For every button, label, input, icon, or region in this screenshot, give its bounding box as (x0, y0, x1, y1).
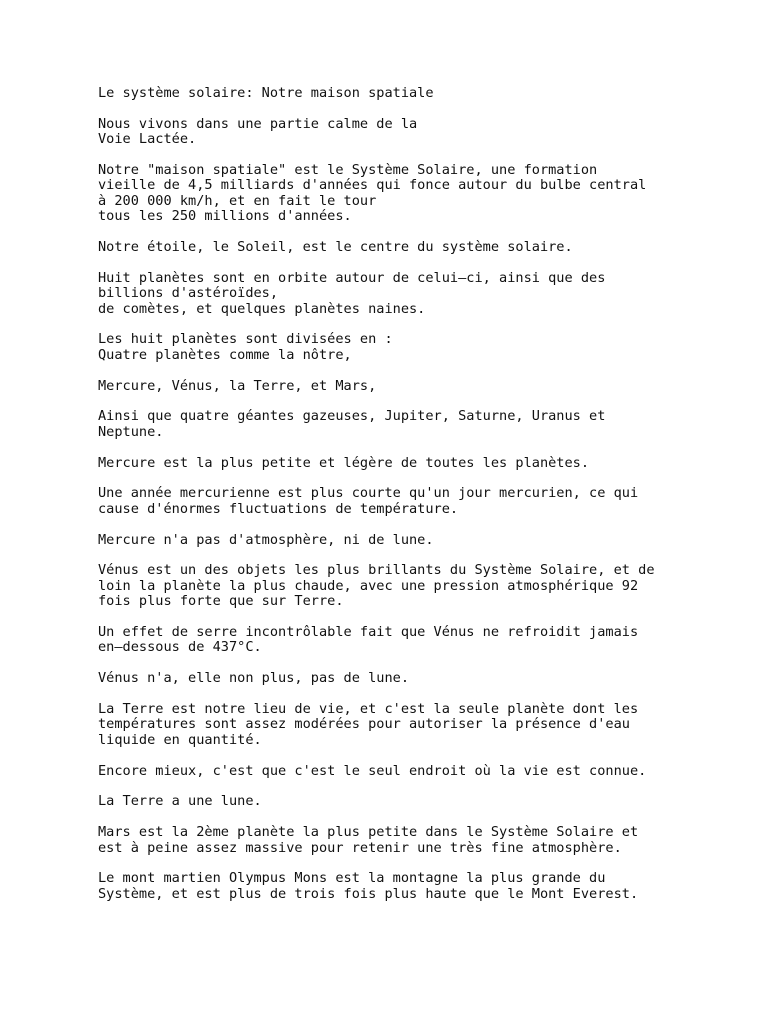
text-line: Vénus est un des objets les plus brillants du Système Solaire, et de (98, 562, 655, 579)
paragraph (98, 825, 738, 856)
text-line: billions d'astéroïdes, (98, 285, 279, 302)
text-line: est à peine assez massive pour retenir une très fine atmosphère. (98, 839, 622, 856)
text-line: Quatre planètes comme la nôtre, (98, 346, 352, 363)
text-line: Le mont martien Olympus Mons est la montagne la plus grande du (98, 870, 606, 887)
paragraph (98, 702, 738, 748)
text-line: de comètes, et quelques planètes naines. (98, 300, 426, 317)
paragraph (98, 163, 738, 225)
paragraph (98, 240, 738, 255)
text-line: en—dessous de 437°C. (98, 639, 262, 656)
text-line: Nous vivons dans une partie calme de la (98, 115, 418, 132)
text-line: liquide en quantité. (98, 731, 262, 748)
text-line: Une année mercurienne est plus courte qu'un jour mercurien, ce qui (98, 485, 639, 502)
text-line: Voie Lactée. (98, 131, 197, 148)
paragraph (98, 409, 738, 440)
text-line: Encore mieux, c'est que c'est le seul endroit où la vie est connue. (98, 762, 647, 779)
paragraph (98, 271, 738, 317)
paragraph (98, 486, 738, 517)
document-page (98, 86, 738, 918)
text-line: tous les 250 millions d'années. (98, 208, 352, 225)
text-line: Neptune. (98, 423, 164, 440)
text-line: Mars est la 2ème planète la plus petite dans le Système Solaire et (98, 824, 639, 841)
paragraph (98, 456, 738, 471)
text-line: Mercure n'a pas d'atmosphère, ni de lune. (98, 531, 434, 548)
text-line: à 200 000 km/h, et en fait le tour (98, 192, 377, 209)
text-line: Huit planètes sont en orbite autour de celui—ci, ainsi que des (98, 269, 606, 286)
text-line: Notre "maison spatiale" est le Système Solaire, une formation (98, 162, 598, 178)
text-line: loin la planète la plus chaude, avec une pression atmosphérique 92 (98, 577, 639, 594)
text-line: températures sont assez modérées pour autoriser la présence d'eau (98, 716, 630, 733)
text-line: La Terre a une lune. (98, 793, 262, 810)
paragraph (98, 533, 738, 548)
text-line: vieille de 4,5 milliards d'années qui fonce autour du bulbe central (98, 177, 647, 194)
text-line: Système, et est plus de trois fois plus haute que le Mont Everest. (98, 885, 639, 902)
text-line: Les huit planètes sont divisées en : (98, 331, 393, 348)
paragraph (98, 332, 738, 363)
text-line: Vénus n'a, elle non plus, pas de lune. (98, 670, 409, 687)
paragraph (98, 379, 738, 394)
paragraph (98, 671, 738, 686)
text-line: Ainsi que quatre géantes gazeuses, Jupiter, Saturne, Uranus et (98, 408, 606, 425)
paragraph (98, 764, 738, 779)
text-line: Un effet de serre incontrôlable fait que Vénus ne refroidit jamais (98, 624, 639, 641)
paragraph (98, 794, 738, 809)
text-line: Mercure, Vénus, la Terre, et Mars, (98, 377, 377, 394)
paragraph (98, 871, 738, 902)
text-line: Le système solaire: Notre maison spatiale (98, 85, 434, 101)
text-line: cause d'énormes fluctuations de température. (98, 500, 459, 517)
paragraph (98, 625, 738, 656)
text-line: Notre étoile, le Soleil, est le centre du système solaire. (98, 239, 573, 256)
paragraph (98, 563, 738, 609)
document-title (98, 86, 738, 101)
text-line: La Terre est notre lieu de vie, et c'est la seule planète dont les (98, 701, 639, 718)
text-line: Mercure est la plus petite et légère de toutes les planètes. (98, 454, 590, 471)
paragraph (98, 117, 738, 148)
text-line: fois plus forte que sur Terre. (98, 593, 344, 610)
